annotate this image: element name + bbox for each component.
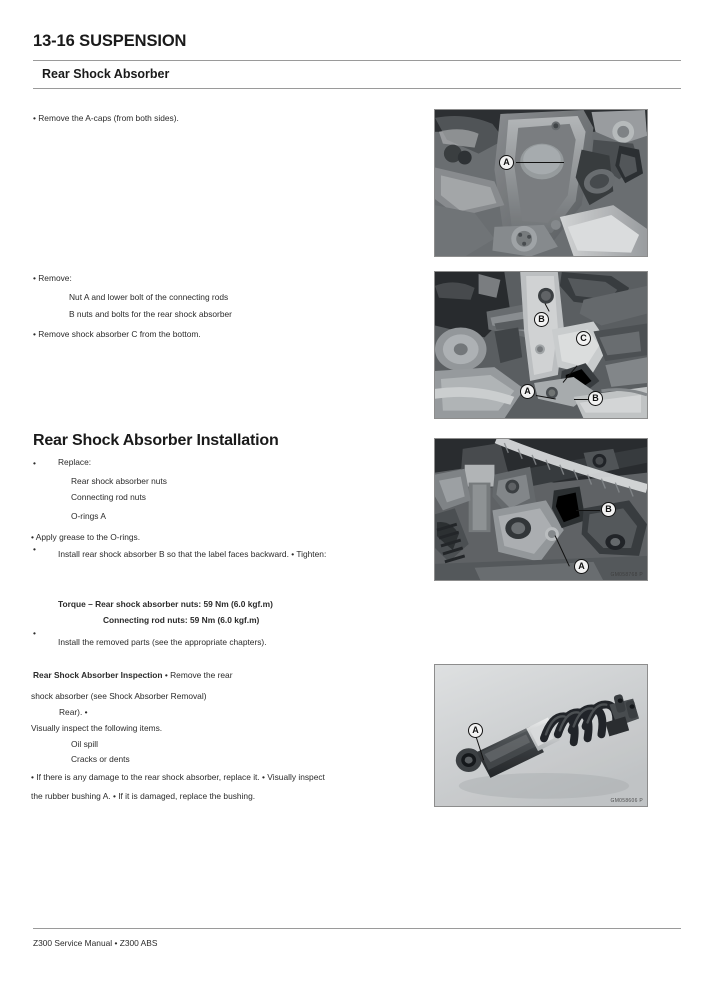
replace-bullet: •: [33, 458, 36, 468]
figure-code: GM058768 P: [610, 572, 643, 578]
replace-label: Replace:: [58, 457, 92, 467]
inspection-heading-line: [33, 670, 233, 681]
leader-line-b2: [574, 399, 588, 400]
callout-a: A: [520, 384, 535, 399]
callout-b-bottom: B: [588, 391, 603, 406]
inspection-line-4: Visually inspect the following items.: [31, 723, 163, 733]
inspection-heading: Rear Shock Absorber Inspection: [33, 670, 163, 680]
inspection-heading-rest: • Remove the rear: [162, 670, 233, 680]
replace-item-3: O-rings A: [71, 511, 106, 521]
callout-a: A: [468, 723, 483, 738]
footer-rule: [33, 928, 681, 929]
removal-step-3: • Remove shock absorber C from the bottom.: [33, 329, 201, 339]
page-header: [33, 32, 681, 89]
removal-step-2-item-1: Nut A and lower bolt of the connecting rods: [69, 292, 229, 302]
rear-shock-absorber-part-photo: [435, 665, 647, 807]
install-step: Install rear shock absorber B so that the label faces backward. • Tighten:: [58, 549, 327, 559]
frame-a-cap-photo: [435, 110, 647, 257]
grease-step: • Apply grease to the O-rings.: [31, 532, 141, 542]
callout-c: C: [576, 331, 591, 346]
callout-a: A: [499, 155, 514, 170]
torque-line-2: Connecting rod nuts: 59 Nm (6.0 kgf.m): [103, 615, 260, 625]
figure-shock-absorber-part: [434, 664, 648, 807]
removal-step-2-item-2: B nuts and bolts for the rear shock absorber: [69, 309, 232, 319]
leader-line-a: [516, 162, 564, 163]
figure-code: GM058606 P: [610, 798, 643, 804]
chapter-title: 13-16 SUSPENSION: [33, 32, 187, 50]
figure-connecting-rods: [434, 271, 648, 419]
callout-b: B: [601, 502, 616, 517]
inspection-line-5: • If there is any damage to the rear shock absorber, replace it. • Visually inspect: [31, 772, 325, 782]
removal-step-2: • Remove:: [33, 273, 72, 283]
replace-item-2: Connecting rod nuts: [71, 492, 146, 502]
footer-text: Z300 Service Manual • Z300 ABS: [33, 938, 158, 948]
section-title: Rear Shock Absorber: [42, 67, 170, 82]
callout-b-top: B: [534, 312, 549, 327]
inspection-line-2: shock absorber (see Shock Absorber Removal): [31, 691, 207, 701]
inspection-line-3: Rear). •: [59, 707, 88, 717]
removal-step-1: • Remove the A-caps (from both sides).: [33, 113, 179, 123]
callout-a: A: [574, 559, 589, 574]
leader-line-b: [576, 510, 600, 511]
figure-frame-a-cap: [434, 109, 648, 257]
torque-line-1: Torque – Rear shock absorber nuts: 59 Nm (6.0 kgf.m): [58, 599, 273, 609]
final-bullet: •: [33, 628, 36, 638]
final-step: Install the removed parts (see the appropriate chapters).: [58, 637, 267, 647]
replace-item-1: Rear shock absorber nuts: [71, 476, 167, 486]
installation-title: Rear Shock Absorber Installation: [33, 432, 279, 449]
inspection-item-2: Cracks or dents: [71, 754, 130, 764]
figure-shock-install: [434, 438, 648, 581]
inspection-item-1: Oil spill: [71, 739, 98, 749]
inspection-line-6: the rubber bushing A. • If it is damaged, replace the bushing.: [31, 791, 256, 801]
install-bullet: •: [33, 544, 36, 554]
header-rule-bottom: [33, 88, 681, 89]
